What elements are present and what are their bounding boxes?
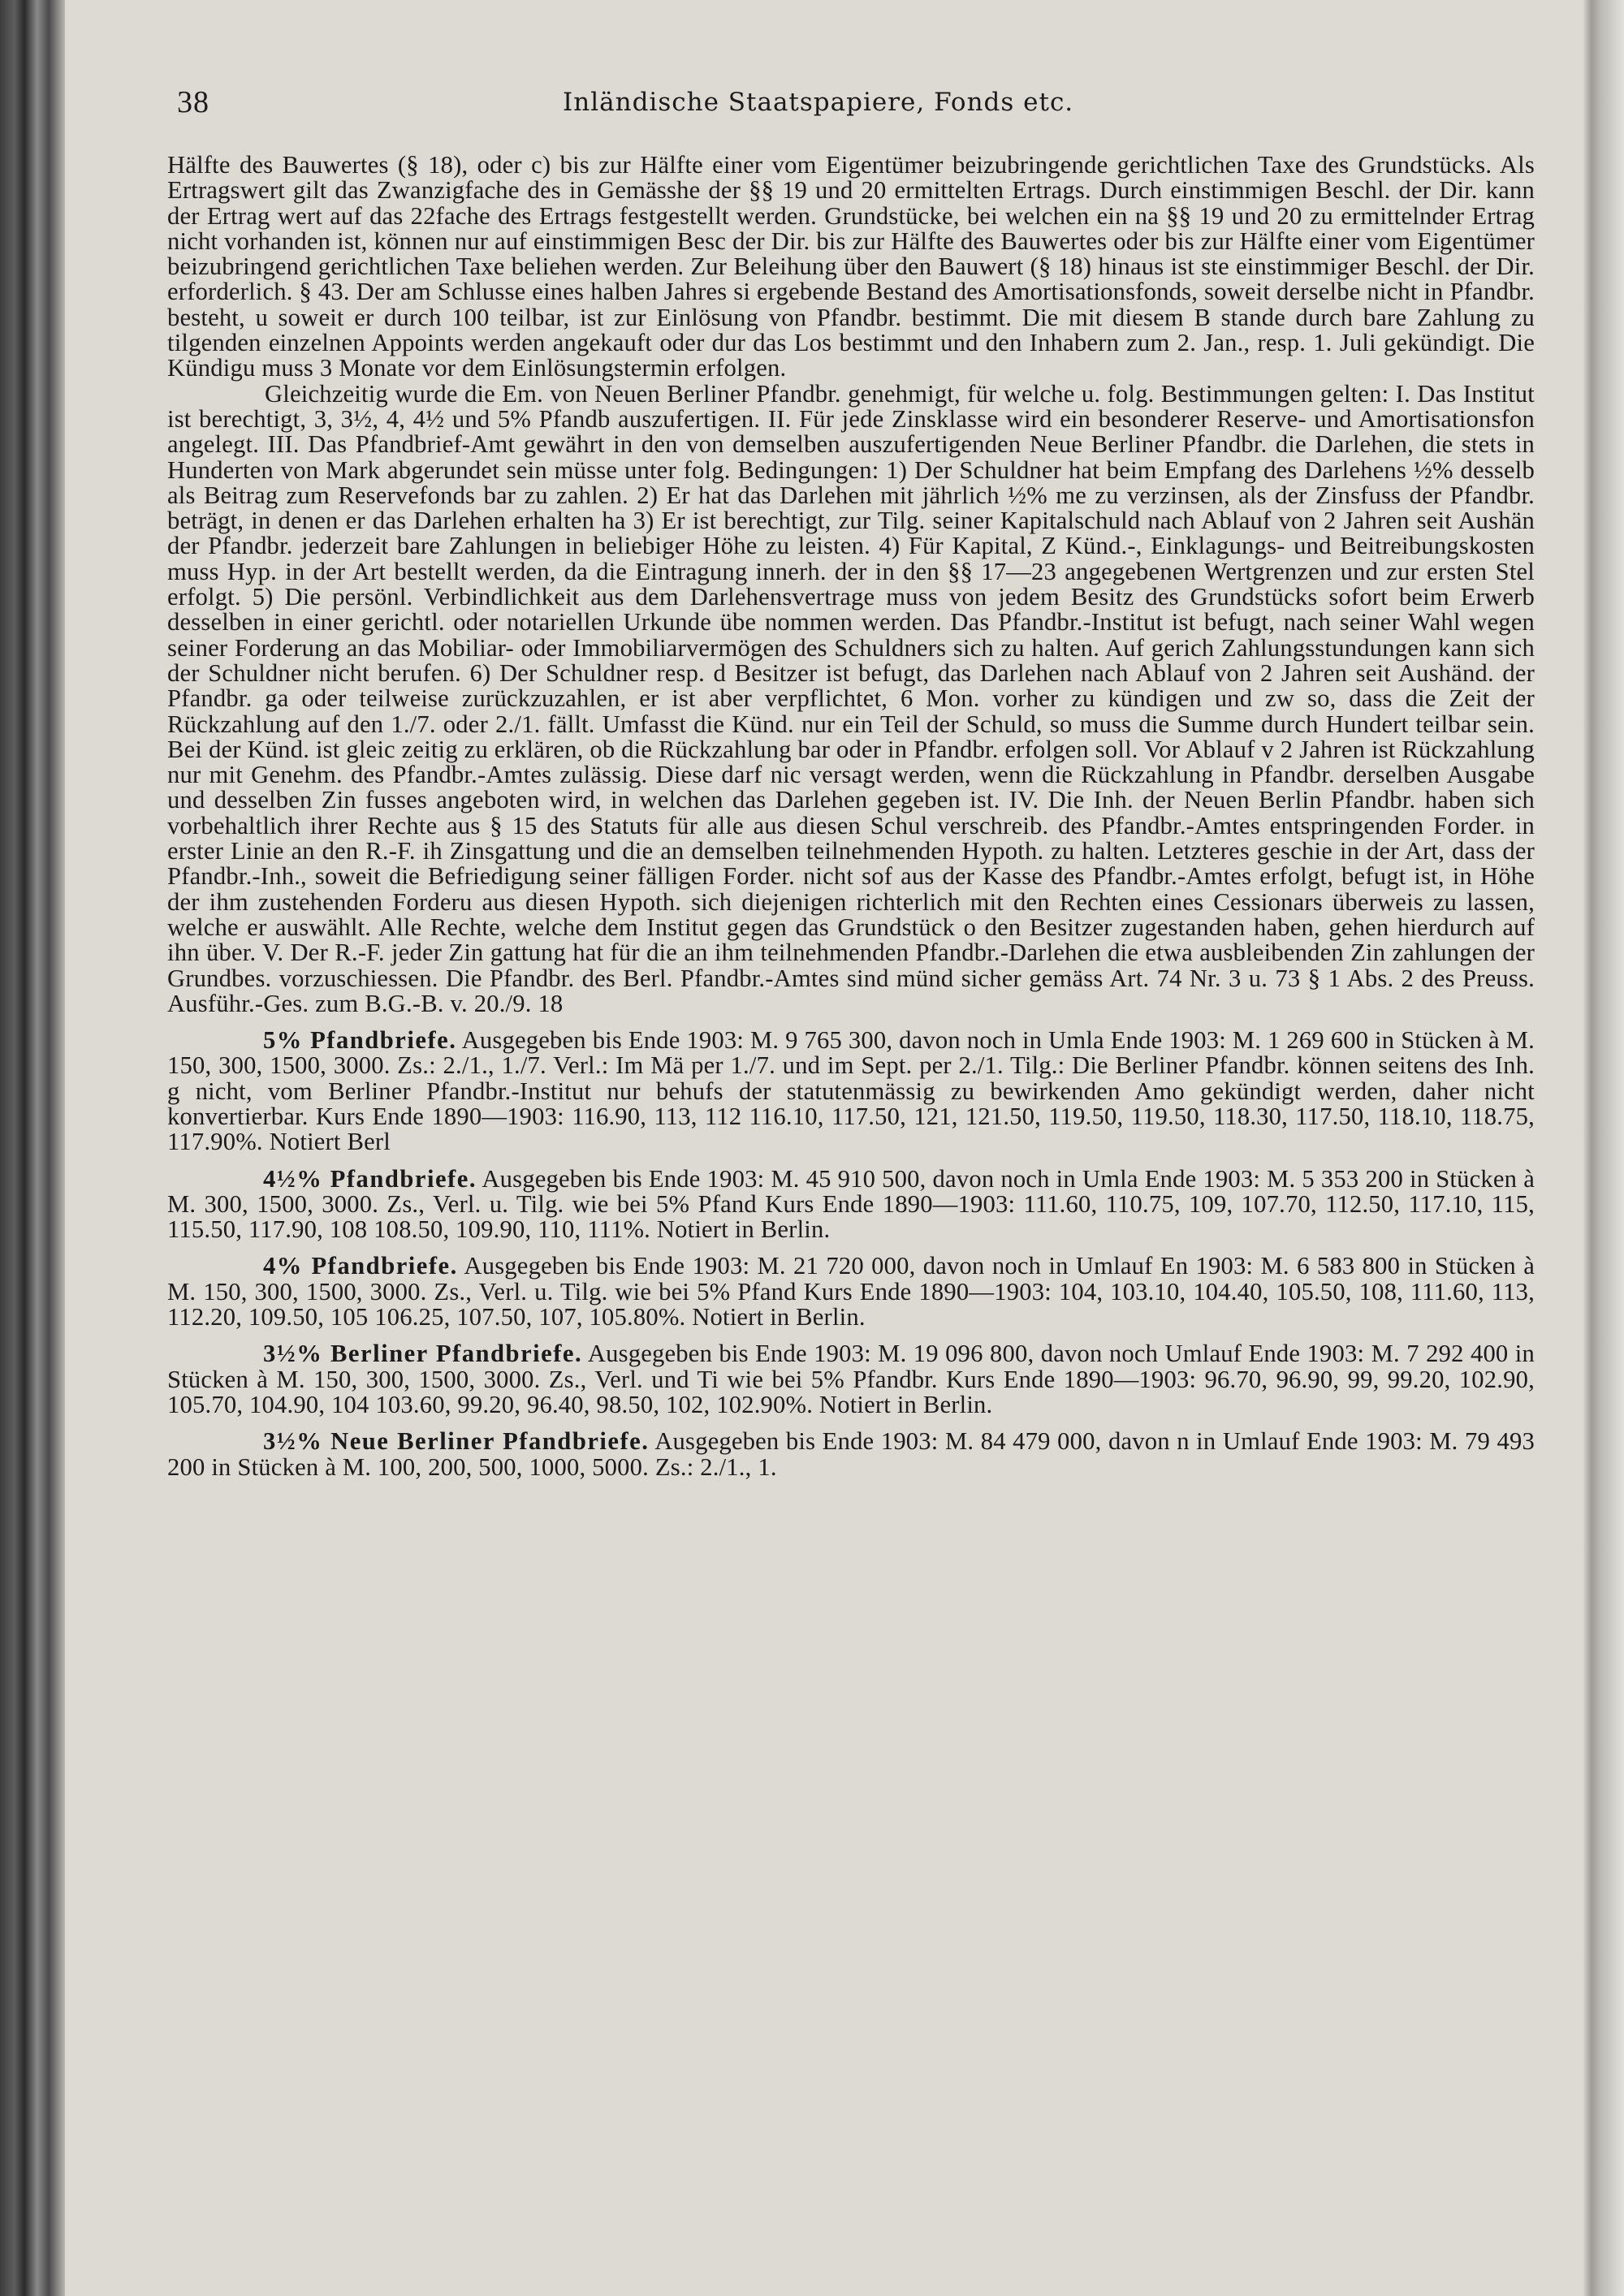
entry-4pct-pfandbriefe: [167, 1254, 1535, 1330]
page-body: [167, 153, 1535, 1480]
entry-5pct-pfandbriefe: [167, 1028, 1535, 1154]
entry-text: Ausgegeben bis Ende 1903: M. 84 479 000, davon n in Umlauf Ende 1903: M. 79 493 200 in Stücken à M. 100, 200, 500, 1000, 5000. Zs.: 2./1., 1.: [167, 1427, 1535, 1481]
entry-heading: 5% Pfandbriefe.: [263, 1026, 457, 1055]
entry-3-5pct-neue-berliner-pfandbriefe: [167, 1429, 1535, 1480]
running-title: Inländische Staatspapiere, Fonds etc.: [563, 88, 1074, 117]
paragraph-neue-pfandbriefe: Gleichzeitig wurde die Em. von Neuen Berliner Pfandbr. genehmigt, für welche u. folg. Bestimmungen gelten: I. Das Institut ist berechtigt, 3, 3½, 4, 4½ und 5% Pfandb auszufertigen. II. Für jede Zinsklasse wird ein besonderer Reserve- und Amortisationsfon angelegt. III. Das Pfandbrief-Amt gewährt in den von demselben auszufertigenden Neue Berliner Pfandbr. die Darlehen, die stets in Hunderten von Mark abgerundet sein müsse unter folg. Bedingungen: 1) Der Schuldner hat beim Empfang des Darlehens ½% desselb als Beitrag zum Reservefonds bar zu zahlen. 2) Er hat das Darlehen mit jährlich ½% me zu verzinsen, als der Zinsfuss der Pfandbr. beträgt, in denen er das Darlehen erhalten ha 3) Er ist berechtigt, zur Tilg. seiner Kapitalschuld nach Ablauf von 2 Jahren seit Aushän der Pfandbr. jederzeit bare Zahlungen in beliebiger Höhe zu leisten. 4) Für Kapital, Z Künd.-, Einklagungs- und Beitreibungskosten muss Hyp. in der Art bestellt werden, da die Eintragung innerh. der in den §§ 17—23 angegebenen Wertgrenzen und zur ersten Stel erfolgt. 5) Die persönl. Verbindlichkeit aus dem Darlehensvertrage muss von jedem Besitz des Grundstücks sofort beim Erwerb desselben in einer gerichtl. oder notariellen Urkunde übe nommen werden. Das Pfandbr.-Institut ist befugt, nach seiner Wahl wegen seiner Forderung an das Mobiliar- oder Immobiliarvermögen des Schuldners sich zu halten. Auf gerich Zahlungsstundungen kann sich der Schuldner nicht berufen. 6) Der Schuldner resp. d Besitzer ist befugt, das Darlehen nach Ablauf von 2 Jahren seit Aushänd. der Pfandbr. ga oder teilweise zurückzuzahlen, er ist aber verpflichtet, 6 Mon. vorher zu kündigen und zw so, dass die Zeit der Rückzahlung auf den 1./7. oder 2./1. fällt. Umfasst die Künd. nur ein Teil der Schuld, so muss die Summe durch Hundert teilbar sein. Bei der Künd. ist gleic zeitig zu erklären, ob die Rückzahlung bar oder in Pfandbr. erfolgen soll. Vor Ablauf v 2 Jahren ist Rückzahlung nur mit Genehm. des Pfandbr.-Amtes zulässig. Diese darf nic versagt werden, wenn die Rückzahlung in Pfandbr. derselben Ausgabe und desselben Zin fusses angeboten wird, in welchen das Darlehen gegeben ist. IV. Die Inh. der Neuen Berlin Pfandbr. haben sich vorbehaltlich ihrer Rechte aus § 15 des Statuts für alle aus diesen Schul verschreib. des Pfandbr.-Amtes entspringenden Forder. in erster Linie an den R.-F. ih Zinsgattung und die an demselben teilnehmenden Hypoth. zu halten. Letzteres geschie in der Art, dass der Pfandbr.-Inh., soweit die Befriedigung seiner fälligen Forder. nicht sof aus der Kasse des Pfandbr.-Amtes erfolgt, befugt ist, in Höhe der ihm zustehenden Forderu aus diesen Hypoth. sich diejenigen richterlich mit den Rechten eines Cessionars überweis zu lassen, welche er auswählt. Alle Rechte, welche dem Institut gegen das Grundstück o den Besitzer zugestanden haben, gehen hierdurch auf ihn über. V. Der R.-F. jeder Zin gattung hat für die an ihm teilnehmenden Pfandbr.-Darlehen die etwa ausbleibenden Zin zahlungen der Grundbes. vorzuschiessen. Die Pfandbr. des Berl. Pfandbr.-Amtes sind münd sicher gemäss Art. 74 Nr. 3 u. 73 § 1 Abs. 2 des Preuss. Ausführ.-Ges. zum B.G.-B. v. 20./9. 18: [167, 379, 1535, 1017]
paragraph-continuation: Hälfte des Bauwertes (§ 18), oder c) bis zur Hälfte einer vom Eigentümer beizubringende gerichtlichen Taxe des Grundstücks. Als Ertragswert gilt das Zwanzigfache des in Gemässhe der §§ 19 und 20 ermittelten Ertrags. Durch einstimmigen Beschl. der Dir. kann der Ertrag wert auf das 22fache des Ertrags festgestellt werden. Grundstücke, bei welchen ein na §§ 19 und 20 zu ermittelnder Ertrag nicht vorhanden ist, können nur auf einstimmigen Besc der Dir. bis zur Hälfte des Bauwertes oder bis zur Hälfte einer vom Eigentümer beizubringend gerichtlichen Taxe beliehen werden. Zur Beleihung über den Bauwert (§ 18) hinaus ist ste einstimmiger Beschl. der Dir. erforderlich. § 43. Der am Schlusse eines halben Jahres si ergebende Bestand des Amortisationsfonds, soweit derselbe nicht in Pfandbr. besteht, u soweit er durch 100 teilbar, ist zur Einlösung von Pfandbr. bestimmt. Die mit diesem B stande durch bare Zahlung zu tilgenden einzelnen Appoints werden angekauft oder dur das Los bestimmt und den Inhabern zum 2. Jan., resp. 1. Juli gekündigt. Die Kündigu muss 3 Monate vor dem Einlösungstermin erfolgen.: [167, 151, 1535, 382]
book-binding-edge: [0, 0, 65, 2296]
page-number: 38: [177, 85, 209, 119]
page-right-edge: [1583, 0, 1624, 2296]
entry-heading: 3½% Berliner Pfandbriefe.: [263, 1340, 583, 1368]
page-header: [177, 78, 1541, 127]
entry-4-5pct-pfandbriefe: [167, 1164, 1535, 1244]
entry-text: Ausgegeben bis Ende 1903: M. 19 096 800, davon noch Umlauf Ende 1903: M. 7 292 400 in Stücken à M. 150, 300, 1500, 3000. Zs., Verl. und Ti wie bei 5% Pfandbr. Kurs Ende 1890—1903: 96.70, 96.90, 99, 99.20, 102.90, 105.70, 104.90, 104 103.60, 99.20, 96.40, 98.50, 102, 102.90%. Notiert in Berlin.: [167, 1340, 1535, 1418]
entry-text: Ausgegeben bis Ende 1903: M. 9 765 300, davon noch in Umla Ende 1903: M. 1 269 600 in Stücken à M. 150, 300, 1500, 3000. Zs.: 2./1., 1./7. Verl.: Im Mä per 1./7. und im Sept. per 2./1. Tilg.: Die Berliner Pfandbr. können seitens des Inh. g nicht, vom Berliner Pfandbr.-Institut nur behufs der statutenmässig zu bewirkenden Amo gekündigt werden, daher nicht konvertierbar. Kurs Ende 1890—1903: 116.90, 113, 112 116.10, 117.50, 121, 121.50, 119.50, 119.50, 118.30, 117.50, 118.10, 118.75, 117.90%. Notiert Berl: [167, 1026, 1535, 1156]
entry-text: Ausgegeben bis Ende 1903: M. 21 720 000, davon noch in Umlauf En 1903: M. 6 583 800 in Stücken à M. 150, 300, 1500, 3000. Zs., Verl. u. Tilg. wie bei 5% Pfand Kurs Ende 1890—1903: 104, 103.10, 104.40, 105.50, 108, 111.60, 113, 112.20, 109.50, 105 106.25, 107.50, 107, 105.80%. Notiert in Berlin.: [167, 1252, 1535, 1331]
entry-heading: 4½% Pfandbriefe.: [263, 1164, 477, 1193]
entry-3-5pct-berliner-pfandbriefe: [167, 1341, 1535, 1418]
entry-text: Ausgegeben bis Ende 1903: M. 45 910 500, davon noch in Umla Ende 1903: M. 5 353 200 in Stücken à M. 300, 1500, 3000. Zs., Verl. u. Tilg. wie bei 5% Pfand Kurs Ende 1890—1903: 111.60, 110.75, 109, 107.70, 112.50, 117.10, 115, 115.50, 117.90, 108 108.50, 109.90, 110, 111%. Notiert in Berlin.: [167, 1164, 1535, 1244]
entry-heading: 3½% Neue Berliner Pfandbriefe.: [263, 1427, 650, 1456]
entry-heading: 4% Pfandbriefe.: [263, 1252, 458, 1280]
